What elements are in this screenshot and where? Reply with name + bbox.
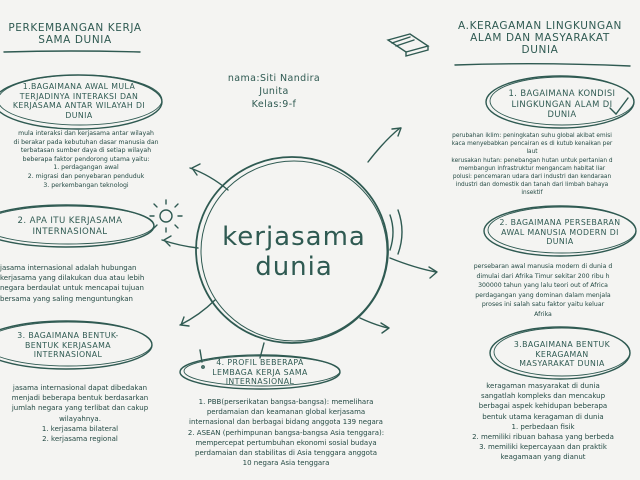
- q4-body-line: mempercepat pertumbuhan ekonomi sosial budaya: [195, 438, 377, 447]
- q4-body: [160, 397, 412, 468]
- r1-body-line: perubahan iklim: peningkatan suhu global akibat emisi: [452, 133, 612, 139]
- q3-title: [0, 331, 136, 360]
- q4-title-line: INTERNASIONAL: [225, 377, 295, 386]
- q3-title-line: BENTUK KERJASAMA: [24, 340, 111, 350]
- q1-title: [0, 82, 158, 120]
- r2-title-line: AWAL MANUSIA MODERN DI: [501, 227, 619, 237]
- r3-body-line: bentuk utama keragaman di dunia: [482, 412, 604, 421]
- author-name: nama:Siti Nandira: [227, 73, 321, 84]
- q1-title-line: TERJADINYA INTERAKSI DAN: [19, 91, 139, 101]
- right-title-line: A.KERAGAMAN LINGKUNGAN: [458, 20, 622, 32]
- r3-body-line: berbagai aspek kehidupan beberapa: [478, 402, 608, 411]
- left-title: [0, 22, 150, 46]
- author-block: [214, 72, 334, 111]
- q4-body-line: internasional dan berbagai bidang anggota 139 negara: [189, 418, 383, 427]
- q2-body-line: kerjasama yang dilakukan dua atau lebih: [0, 274, 145, 283]
- r2-body-line: persebaran awal manusia modern di dunia d: [473, 263, 613, 270]
- center-title-line: dunia: [255, 252, 333, 282]
- q1-body-line: 3. perkembangan teknologi: [43, 181, 129, 189]
- r2-body-line: proses ini salah satu faktor yaitu keluar: [481, 301, 605, 309]
- q4-title-line: LEMBAGA KERJA SAMA: [212, 367, 308, 377]
- r3-body-line: 1. perbedaan fisik: [511, 422, 575, 431]
- r3-body: [446, 381, 640, 463]
- q1-body-line: mula interaksi dan kerjasama antar wilayah: [18, 130, 154, 137]
- q2-title-line: INTERNASIONAL: [32, 226, 108, 237]
- r2-body-line: Afrika: [534, 310, 552, 318]
- r1-body-line: polusi: pencemaran udara dari industri dan kendaraan: [452, 174, 612, 181]
- q3-body-line: jasama internasional dapat dibedakan: [12, 384, 148, 392]
- r2-body-line: 300000 tahun yang lalu teori out of Africa: [478, 282, 608, 290]
- arrow-r2: [390, 258, 436, 272]
- r2-title: [490, 218, 630, 247]
- author-class: Kelas:9-f: [251, 99, 297, 110]
- q3-title-line: 3. BAGAIMANA BENTUK-: [17, 331, 119, 340]
- r2-body: [446, 262, 640, 320]
- q2-body: [0, 263, 172, 304]
- r3-body-line: 2. memiliki ribuan bahasa yang berbeda: [472, 433, 614, 442]
- r3-title-line: KERAGAMAN: [535, 349, 589, 359]
- r1-body-line: kaca menyebabkan pencairan es di kutub kenaikan per: [451, 141, 613, 148]
- arrow-q3: [180, 300, 215, 325]
- q1-title-line: DUNIA: [65, 110, 93, 120]
- r1-body-line: insektif: [521, 190, 543, 197]
- r1-body: [424, 132, 640, 198]
- q1-title-line: KERJASAMA ANTAR WILAYAH DI: [12, 101, 146, 110]
- q2-title: [0, 216, 140, 237]
- q3-body-line: wilayahnya.: [59, 414, 101, 423]
- center-title: [196, 222, 392, 282]
- r3-body-line: 3. memiliki kepercayaan dan praktik: [479, 443, 607, 452]
- center-title-line: kerjasama: [222, 222, 366, 252]
- q3-body-line: 2. kerjasama regional: [42, 435, 118, 444]
- book-icon: [388, 34, 428, 56]
- right-title-underline: [455, 64, 630, 66]
- q2-body-line: bersama yang saling menguntungkan: [0, 294, 133, 303]
- r1-title-line: DUNIA: [547, 109, 577, 119]
- r3-body-line: sangatlah kompleks dan mencakup: [480, 392, 606, 401]
- q4-body-line: 10 negara Asia tenggara: [242, 459, 330, 468]
- r3-body-line: keagamaan yang dianut: [500, 453, 586, 462]
- right-title-line: DUNIA: [521, 44, 559, 56]
- r3-body-line: keragaman masyarakat di dunia: [486, 382, 600, 390]
- author-name: Junita: [259, 86, 289, 97]
- r1-title: [492, 88, 632, 120]
- q4-body-line: 1. PBB(perserikatan bangsa-bangsa): memelihara: [198, 398, 374, 406]
- q1-body: [0, 130, 172, 190]
- r3-title-line: 3.BAGAIMANA BENTUK: [513, 340, 611, 349]
- q4-title: [190, 358, 330, 387]
- q3-body-line: jumlah negara yang terlibat dan cakup: [11, 404, 149, 413]
- r2-body-line: perdagangan yang dominan dalam menjala: [475, 291, 611, 299]
- r2-title-line: DUNIA: [546, 237, 574, 246]
- arrow-r3: [360, 318, 388, 328]
- right-title-line: ALAM DAN MASYARAKAT: [470, 32, 610, 44]
- q1-body-line: 1. perdagangan awal: [53, 164, 119, 172]
- q1-body-line: terbatasan sumber daya di setiap wilayah: [20, 147, 152, 155]
- r1-body-line: industri dan domestik dan tanah dari limbah bahaya: [455, 182, 609, 189]
- r3-title: [496, 340, 628, 369]
- arrow-r1: [368, 128, 400, 162]
- q4-title-line: 4. PROFIL BEBERAPA: [216, 358, 304, 367]
- r1-title-line: 1. BAGAIMANA KONDISI: [508, 88, 616, 98]
- q2-body-line: jasama internasional adalah hubungan: [0, 264, 137, 272]
- q1-body-line: di berakar pada kebutuhan dasar manusia dan: [13, 138, 159, 146]
- sun-icon: [150, 200, 182, 232]
- r1-body-line: kerusakan hutan: penebangan hutan untuk pertanian d: [451, 157, 613, 164]
- right-title: [440, 20, 640, 56]
- q2-title-line: 2. APA ITU KERJASAMA: [17, 216, 123, 226]
- q3-body-line: 1. kerjasama bilateral: [41, 424, 119, 433]
- q4-body-line: 2. ASEAN (perhimpunan bangsa-bangsa Asia tenggara):: [187, 428, 385, 437]
- q1-body-line: beberapa faktor pendorong utama yaitu:: [22, 155, 150, 163]
- r1-title-line: LINGKUNGAN ALAM DI: [511, 98, 613, 109]
- q3-body: [0, 383, 160, 444]
- r2-title-line: 2. BAGAIMANA PERSEBARAN: [499, 218, 621, 227]
- r1-body-line: laut: [526, 149, 538, 156]
- left-title-underline: [4, 51, 140, 52]
- left-title-line: SAMA DUNIA: [38, 34, 112, 46]
- q3-title-line: INTERNASIONAL: [33, 350, 103, 359]
- q2-body-line: negara berdaulat untuk mencapai tujuan: [0, 284, 144, 293]
- q1-title-line: 1.BAGAIMANA AWAL MULA: [22, 82, 136, 91]
- left-title-line: PERKEMBANGAN KERJA: [8, 22, 142, 34]
- q1-body-line: 2. migrasi dan penyebaran penduduk: [27, 172, 145, 180]
- r3-title-line: MASYARAKAT DUNIA: [519, 359, 605, 368]
- r1-body-line: membangun infrastruktur mengancam habitat liar: [458, 165, 606, 172]
- q4-body-line: perdamaian dan stabilitas di Asia tenggara anggota: [195, 449, 377, 458]
- r2-body-line: dimulai dari Afrika Timur sekitar 200 ribu h: [476, 272, 610, 280]
- q3-body-line: menjadi beberapa bentuk berdasarkan: [11, 394, 149, 403]
- q4-body-line: perdamaian dan keamanan global kerjasama: [206, 408, 366, 417]
